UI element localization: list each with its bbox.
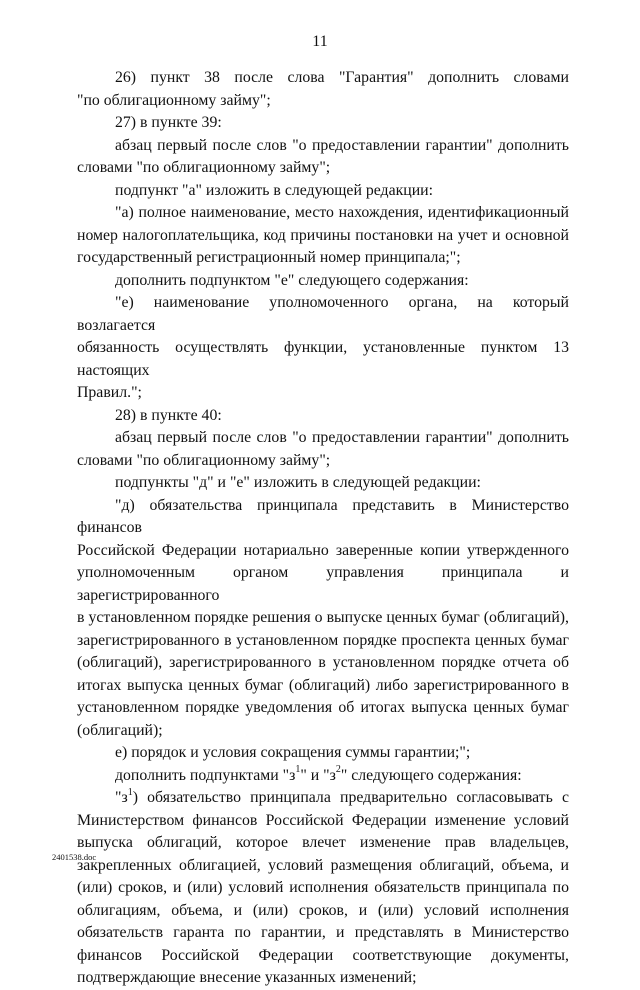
text-line: зарегистрированного в установленном порядке проспекта ценных бумаг xyxy=(77,631,569,649)
text-line: "д) обязательства принципала представить в Министерство финансов xyxy=(77,496,569,536)
text-line: е) порядок и условия сокращения суммы гарантии;"; xyxy=(115,744,471,761)
text-line: выпуска облигаций, которое влечет изменение прав владельцев, xyxy=(77,834,569,851)
text-line: подтверждающие внесение указанных изменений; xyxy=(77,969,417,986)
superscript: 2 xyxy=(335,764,341,776)
page-number: 11 xyxy=(312,33,328,50)
text-line: (облигаций), зарегистрированного в установленном порядке отчета об xyxy=(77,654,569,671)
footer-filename: 2401538.doc xyxy=(52,852,97,862)
text-line: номер налогоплательщика, код причины постановки на учет и основной xyxy=(77,226,569,244)
text-line xyxy=(77,787,569,810)
text-fragment: дополнить подпунктами "з xyxy=(115,766,296,784)
text-line: Российской Федерации нотариально заверенные копии утвержденного xyxy=(77,541,569,559)
text-line: подпункт "а" изложить в следующей редакции: xyxy=(115,181,434,199)
text-line: Правил."; xyxy=(77,384,142,401)
text-line: "е) наименование уполномоченного органа, на который возлагается xyxy=(77,294,569,334)
text-line: (или) сроков, и (или) условий исполнения обязательств принципала по xyxy=(77,879,569,896)
text-line: "по облигационному займу"; xyxy=(77,91,271,109)
text-line: подпункты "д" и "е" изложить в следующей редакции: xyxy=(115,474,481,491)
superscript: 1 xyxy=(127,786,133,798)
text-line: итогах выпуска ценных бумаг (облигаций) либо зарегистрированного в xyxy=(77,676,569,694)
text-line: (облигаций); xyxy=(77,721,163,739)
text-line: финансов Российской Федерации соответствующие документы, xyxy=(77,946,569,964)
text-line: уполномоченным органом управления принципала и зарегистрированного xyxy=(77,564,569,604)
text-line: обязательств гаранта по гарантии, и представлять в Министерство xyxy=(77,924,569,941)
text-line: государственный регистрационный номер принципала;"; xyxy=(77,249,461,266)
text-line: словами "по облигационному займу"; xyxy=(77,451,331,469)
text-line: облигациям, объема, и (или) сроков, и (или) условий исполнения xyxy=(77,901,569,919)
text-line xyxy=(77,765,569,788)
text-fragment: " следующего содержания: xyxy=(340,766,522,784)
text-line: закрепленных облигацией, условий размещения облигаций, объема, и xyxy=(77,856,569,874)
text-line: обязанность осуществлять функции, установленные пунктом 13 настоящих xyxy=(77,339,569,379)
document-body xyxy=(77,67,569,990)
text-line: установленном порядке уведомления об итогах выпуска ценных бумаг xyxy=(77,699,569,716)
text-fragment: ) обязательство принципала предварительно согласовывать с xyxy=(132,789,569,806)
text-line: "а) полное наименование, место нахождения, идентификационный xyxy=(115,204,569,221)
text-line: словами "по облигационному займу"; xyxy=(77,159,331,176)
text-line: абзац первый после слов "о предоставлении гарантии" дополнить xyxy=(115,429,569,446)
text-fragment: " и "з xyxy=(300,766,336,784)
text-line: в установленном порядке решения о выпуске ценных бумаг (облигаций), xyxy=(77,609,569,626)
superscript: 1 xyxy=(295,764,301,776)
text-fragment: "з xyxy=(115,789,128,806)
text-line: Министерством финансов Российской Федерации изменение условий xyxy=(77,811,569,829)
text-line: 26) пункт 38 после слова "Гарантия" дополнить словами xyxy=(115,69,569,86)
text-line: 27) в пункте 39: xyxy=(115,114,222,131)
text-line: абзац первый после слов "о предоставлении гарантии" дополнить xyxy=(115,136,569,154)
text-line: 28) в пункте 40: xyxy=(115,406,222,424)
text-line: дополнить подпунктом "е" следующего содержания: xyxy=(115,271,469,289)
